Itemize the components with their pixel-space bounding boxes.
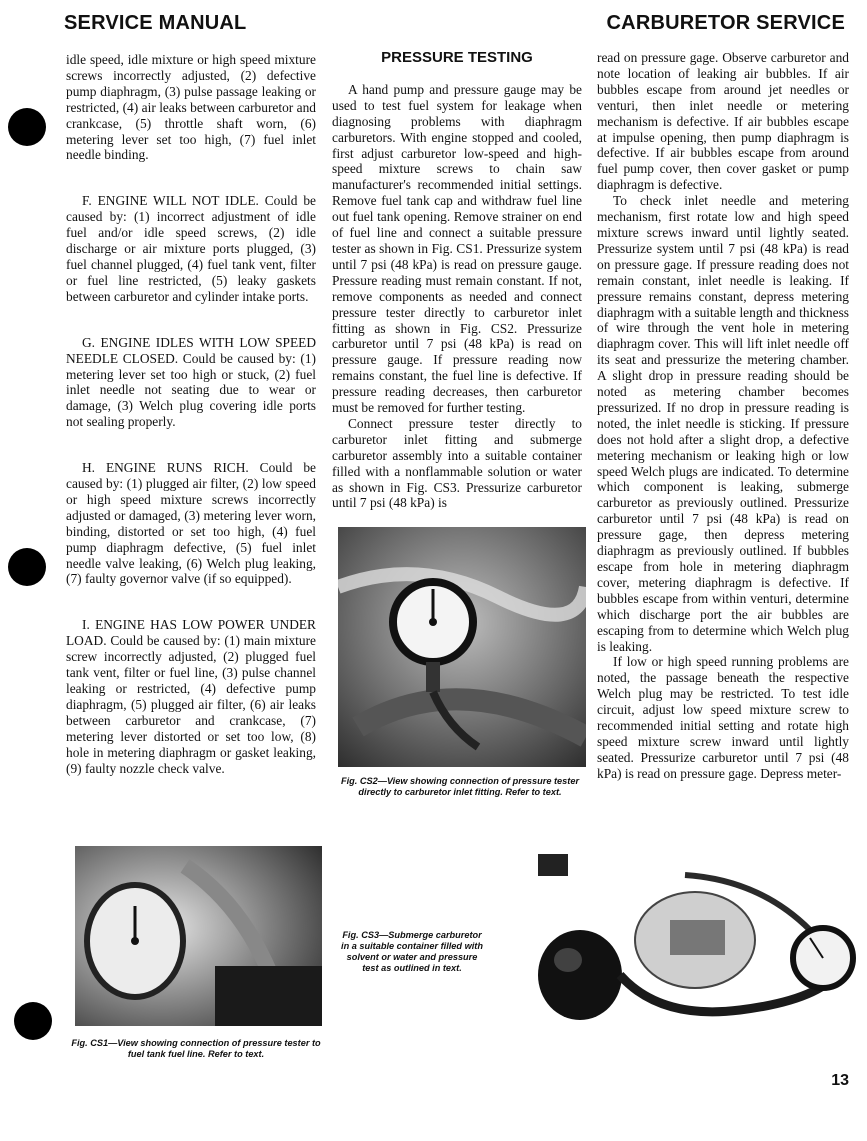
paragraph-low-power: I. ENGINE HAS LOW POWER UNDER LOAD. Could be caused by: (1) main mixture screw incorrectly adjusted, (2) plugged fuel tank vent, filter or fuel line, (3) pulse channel leaking or restricted, (4) defective pump diaphragm, (5) plugged air filter, (6) air leaks between carburetor and crankcase, (7) metering lever distorted or set too low, (8) hole in metering diaphragm or gasket leaking, (9) faulty nozzle check valve. <box>66 617 316 776</box>
figure-cs3-photo <box>520 850 865 1030</box>
paragraph-check-inlet-needle: To check inlet needle and metering mechanism, first rotate low and high speed mixture screws inward until lightly seated. Pressurize system until 7 psi (48 kPa) is read on pressure gage. If pressure reading does not remain constant, inlet needle is leaking. If pressure remains constant, depress metering diaphragm with a suitable length and thickness of wire through the vent hole in metering diaphragm cover. This will lift inlet needle off its seat and pressurize the metering chamber. A slight drop in pressure reading should be noted as metering chamber becomes pressurized. If no drop in pressure reading is noted, the inlet needle is sticking. If pressure does not hold after a slight drop, a defective metering mechanism or leaking high or low speed Welch plugs are indicated. To determine which component is leaking, submerge carburetor as previously outlined. Pressurize carburetor until 7 psi (48 kPa) is read on pressure gage, then depress metering diaphragm as previously outlined. If bubbles escape from hole in metering diaphragm cover, metering diaphragm is defective. If bubbles escape from within venturi, determine which discharge port the air bubbles are escaping from to determine which Welch plug is leaking. <box>597 193 849 654</box>
paragraph-continued: idle speed, idle mixture or high speed mixture screws incorrectly adjusted, (2) defective pump diaphragm, (3) pulse passage leaking or restricted, (4) air leaks between carburetor and crankcase, (5) throttle shaft worn, (6) metering lever set too high, (7) fuel inlet needle binding. <box>66 52 316 163</box>
page-number: 13 <box>831 1072 849 1089</box>
figure-cs3-caption: Fig. CS3—Submerge carburetor in a suitable container filled with solvent or water and pressure test as outlined in text. <box>341 930 483 973</box>
running-header-right: CARBURETOR SERVICE <box>606 12 845 34</box>
paragraph-idles-needle-closed: G. ENGINE IDLES WITH LOW SPEED NEEDLE CLOSED. Could be caused by: (1) metering lever set too high or stuck, (2) fuel inlet needle not seating due to wear or damage, (3) Welch plug covering idle ports not sealing properly. <box>66 334 316 430</box>
paragraph-engine-will-not-idle: F. ENGINE WILL NOT IDLE. Could be caused by: (1) incorrect adjustment of idle fuel and/or idle speed screws, (2) idle discharge or air mixture ports plugged, (3) fuel channel plugged, (4) fuel tank vent, filter or fuel line restricted, (5) leaky gaskets between carburetor and cylinder intake ports. <box>66 193 316 304</box>
text-column-2 <box>332 50 582 511</box>
figure-cs1-photo <box>75 846 322 1026</box>
binder-hole-top <box>8 108 46 146</box>
figure-cs2-photo <box>338 527 586 767</box>
paragraph-continued-col3: read on pressure gage. Observe carburetor and note location of leaking air bubbles. If air bubbles escape from around jet needles or venturi, then inlet needle or metering mechanism is defective. If air bubbles escape at impulse opening, then pump diaphragm is defective. If air bubbles escape from around fuel pump cover, then cover gasket or pump diaphragm is defective. <box>597 50 849 193</box>
binder-hole-bottom <box>14 1002 52 1040</box>
figure-cs2-caption: Fig. CS2—View showing connection of pressure tester directly to carburetor inlet fitting. Refer to text. <box>340 776 580 797</box>
running-header-left: SERVICE MANUAL <box>64 12 247 34</box>
text-column-3 <box>597 50 849 782</box>
text-column-1 <box>66 52 316 776</box>
fuel-tank-tester-illustration <box>75 846 322 1026</box>
submerged-carburetor-illustration <box>520 850 865 1030</box>
figure-cs1-caption: Fig. CS1—View showing connection of pressure tester to fuel tank fuel line. Refer to text. <box>71 1038 321 1059</box>
paragraph-runs-rich: H. ENGINE RUNS RICH. Could be caused by: (1) plugged air filter, (2) low speed or high speed mixture screws incorrectly adjusted or damaged, (3) metering lever worn, binding, distorted or set too high, (4) fuel pump diaphragm defective, (5) fuel inlet needle valve leaking, (6) Welch plug leaking, (7) faulty governor valve (if so equipped). <box>66 460 316 587</box>
section-title: PRESSURE TESTING <box>381 49 533 66</box>
binder-hole-middle <box>8 548 46 586</box>
paragraph-pressure-testing-2: Connect pressure tester directly to carburetor inlet fitting and submerge carburetor assembly into a suitable container filled with a nonflammable solution or water as shown in Fig. CS3. Pressurize carburetor until 7 psi (48 kPa) is <box>332 415 582 511</box>
paragraph-running-problems: If low or high speed running problems are noted, the passage beneath the respective Welch plug may be restricted. To test idle circuit, adjust low speed mixture screw to recommended initial setting and rotate high speed mixture screw inward until lightly seated. Pressurize carburetor until 7 psi (48 kPa) is read on pressure gage. Depress meter- <box>597 654 849 781</box>
paragraph-pressure-testing-1: A hand pump and pressure gauge may be used to test fuel system for leakage when diagnosing problems with diaphragm carburetors. With engine stopped and cooled, first adjust carburetor low-speed and high-speed mixture screws to chain saw manufacturer's recommended initial settings. Remove fuel tank cap and withdraw fuel line out fuel tank opening. Remove strainer on end of fuel line and connect a suitable pressure tester as shown in Fig. CS1. Pressurize system until 7 psi (48 kPa) is read on pressure gauge. Pressure reading must remain constant. If not, remove components as needed and connect pressure tester directly to carburetor inlet fitting as shown in Fig. CS2. Pressurize carburetor until 7 psi (48 kPa) is read on pressure gauge. If pressure reading now remains constant, the fuel line is defective. If pressure reading decreases, then carburetor must be removed for further testing. <box>332 81 582 416</box>
pressure-gauge-illustration <box>338 527 586 767</box>
